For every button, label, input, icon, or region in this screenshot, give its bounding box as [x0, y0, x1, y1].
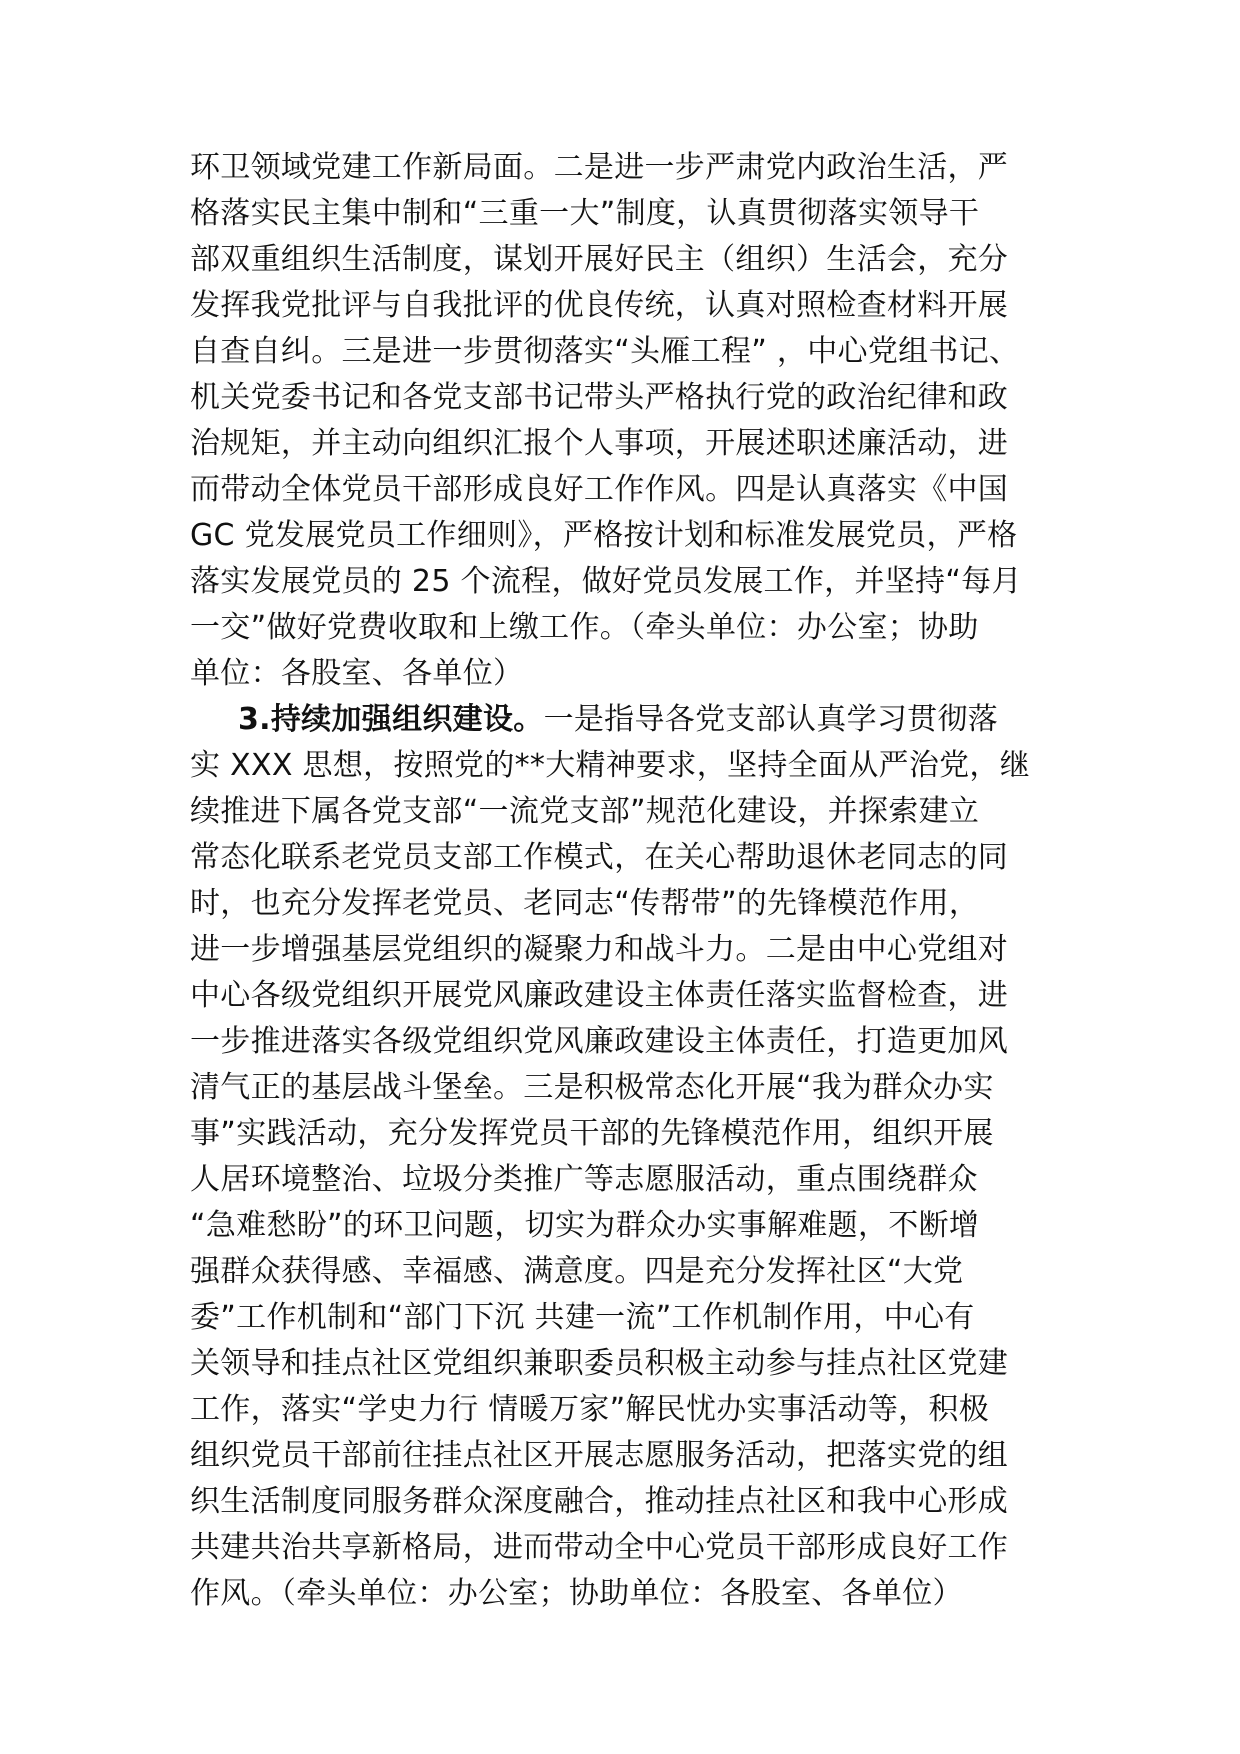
text-line: 人居环境整治、垃圾分类推广等志愿服活动，重点围绕群众 [190, 1162, 978, 1197]
text-line: 时，也充分发挥老党员、老同志“传帮带”的先锋模范作用， [190, 886, 980, 921]
text-line: 中心各级党组织开展党风廉政建设主体责任落实监督检查，进 [190, 978, 1009, 1013]
text-line: 进一步增强基层党组织的凝聚力和战斗力。二是由中心党组对 [190, 932, 1009, 967]
text-line: 一交”做好党费收取和上缴工作。（牵头单位：办公室；协助 [190, 610, 979, 645]
paragraph-first-line [190, 697, 1055, 743]
text-line: 环卫领域党建工作新局面。二是进一步严肃党内政治生活，严 [190, 150, 1009, 185]
text-line: 治规矩，并主动向组织汇报个人事项，开展述职述廉活动，进 [190, 426, 1009, 461]
text-line: 组织党员干部前往挂点社区开展志愿服务活动，把落实党的组 [190, 1438, 1009, 1473]
text-line: 关领导和挂点社区党组织兼职委员积极主动参与挂点社区党建 [190, 1346, 1009, 1381]
heading-line-text: 一是指导各党支部认真学习贯彻落 [543, 702, 999, 737]
text-line: 机关党委书记和各党支部书记带头严格执行党的政治纪律和政 [190, 380, 1009, 415]
text-line: 工作，落实“学史力行 情暖万家”解民忧办实事活动等，积极 [190, 1392, 990, 1427]
text-line: 事”实践活动，充分发挥党员干部的先锋模范作用，组织开展 [190, 1116, 994, 1151]
text-line: “急难愁盼”的环卫问题，切实为群众办实事解难题，不断增 [190, 1208, 980, 1243]
text-line: 格落实民主集中制和“三重一大”制度，认真贯彻落实领导干 [190, 196, 980, 231]
text-line: 委”工作机制和“部门下沉 共建一流”工作机制作用，中心有 [190, 1300, 975, 1335]
text-line: 织生活制度同服务群众深度融合，推动挂点社区和我中心形成 [190, 1484, 1009, 1519]
text-line: 强群众获得感、幸福感、满意度。四是充分发挥社区“大党 [190, 1254, 964, 1289]
text-line: 常态化联系老党员支部工作模式，在关心帮助退休老同志的同 [190, 840, 1009, 875]
text-line: 而带动全体党员干部形成良好工作作风。四是认真落实《中国 [190, 472, 1009, 507]
text-line: GC 党发展党员工作细则》，严格按计划和标准发展党员，严格 [190, 518, 1018, 553]
paragraph-2 [190, 697, 1055, 1617]
text-line: 部双重组织生活制度，谋划开展好民主（组织）生活会，充分 [190, 242, 1009, 277]
text-line: 续推进下属各党支部“一流党支部”规范化建设，并探索建立 [190, 794, 980, 829]
paragraph-1 [190, 145, 1055, 697]
text-line: 一步推进落实各级党组织党风廉政建设主体责任，打造更加风 [190, 1024, 1009, 1059]
section-heading: 3.持续加强组织建设。 [238, 702, 544, 737]
text-line: 自查自纠。三是进一步贯彻落实“头雁工程” ，中心党组书记、 [190, 334, 1020, 369]
text-line: 作风。（牵头单位：办公室；协助单位：各股室、各单位） [190, 1576, 963, 1611]
text-line: 落实发展党员的 25 个流程，做好党员发展工作，并坚持“每月 [190, 564, 1022, 599]
text-line: 实 XXX 思想，按照党的**大精神要求，坚持全面从严治党，继 [190, 748, 1031, 783]
text-line: 发挥我党批评与自我批评的优良传统，认真对照检查材料开展 [190, 288, 1009, 323]
text-line: 清气正的基层战斗堡垒。三是积极常态化开展“我为群众办实 [190, 1070, 994, 1105]
text-line: 共建共治共享新格局，进而带动全中心党员干部形成良好工作 [190, 1530, 1009, 1565]
document-body [190, 145, 1055, 1617]
text-line: 单位：各股室、各单位） [190, 656, 524, 691]
